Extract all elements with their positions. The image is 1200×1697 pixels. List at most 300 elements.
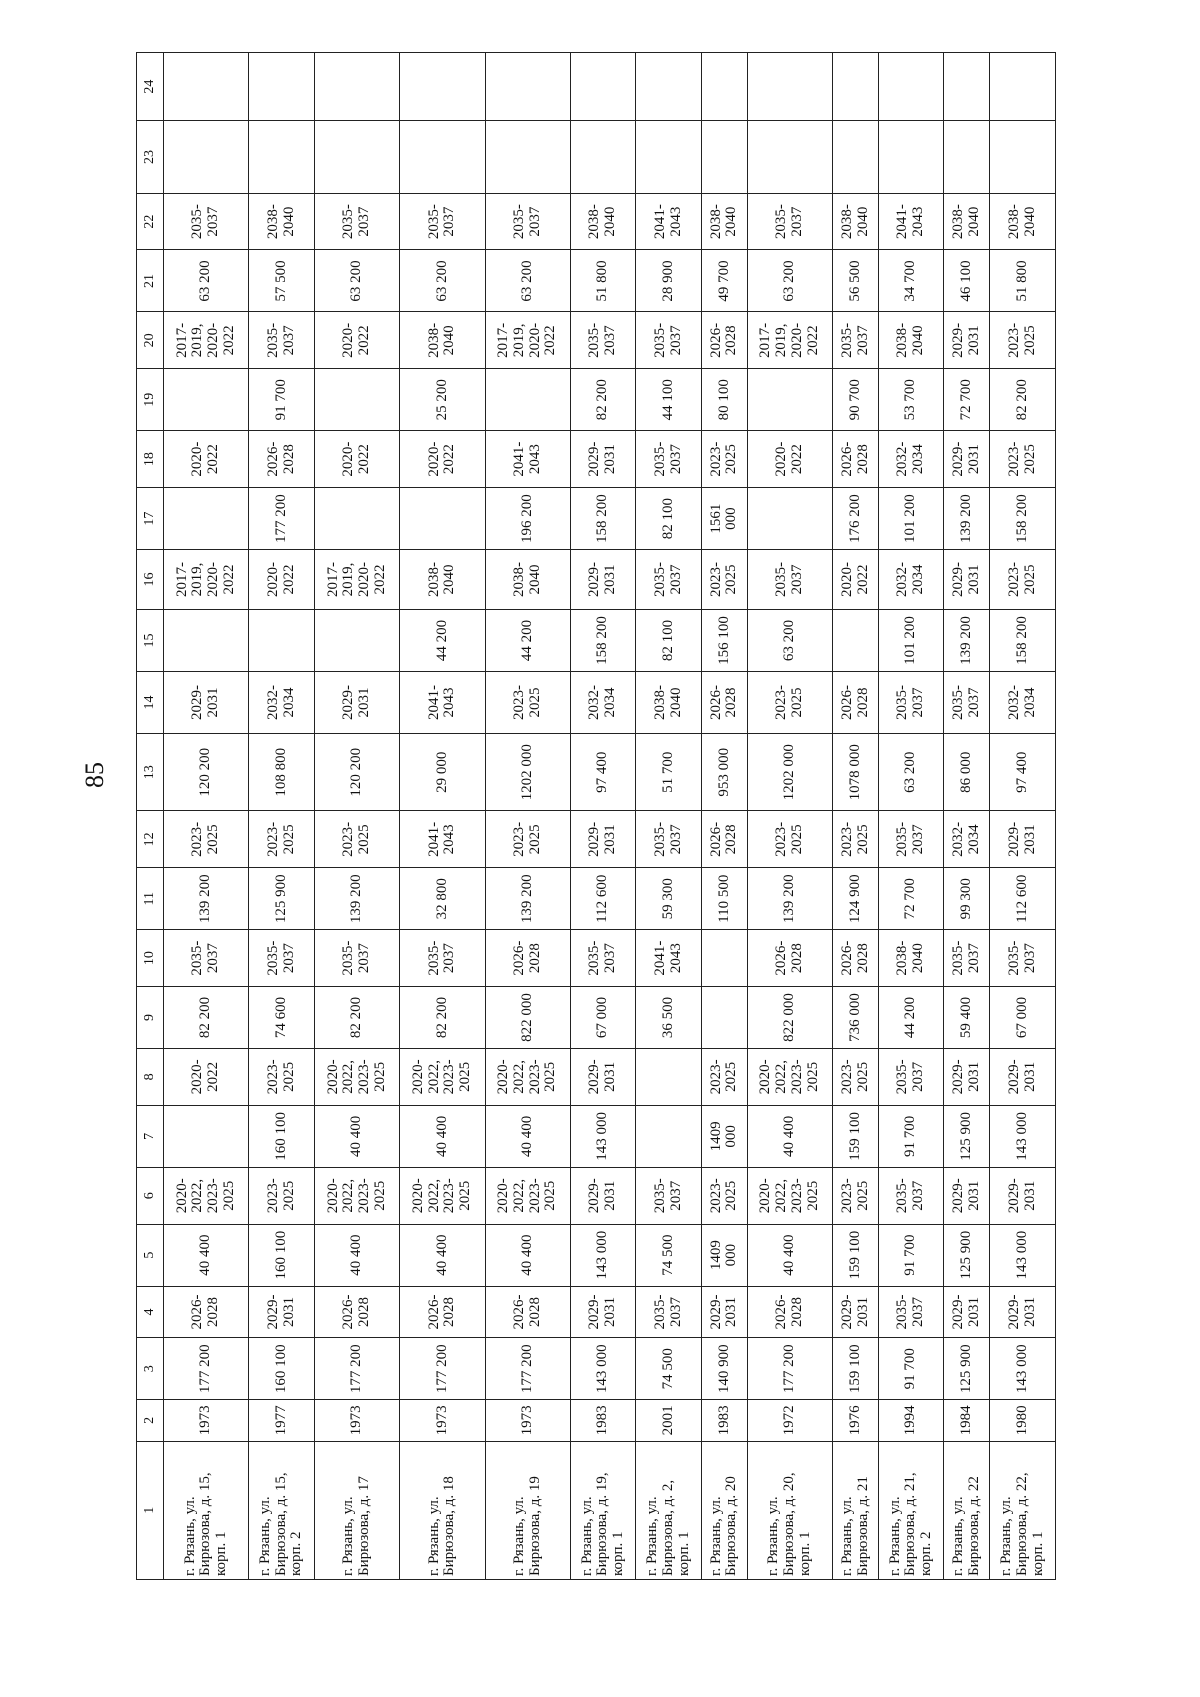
table-cell: 2035-2037 bbox=[944, 671, 990, 733]
address-cell: г. Рязань, ул. Бирюзова, д. 21 bbox=[833, 1441, 879, 1579]
table-cell: 2038-2040 bbox=[878, 312, 944, 369]
table-cell bbox=[636, 53, 702, 121]
table-cell: 736 000 bbox=[833, 987, 879, 1049]
table-cell: 2020-2022, 2023-2025 bbox=[164, 1167, 249, 1224]
table-cell: 1977 bbox=[249, 1400, 315, 1441]
table-cell: 2023-2025 bbox=[702, 550, 748, 610]
table-cell: 1973 bbox=[485, 1400, 570, 1441]
table-cell: 99 300 bbox=[944, 868, 990, 930]
table-cell: 1973 bbox=[400, 1400, 485, 1441]
table-cell: 139 200 bbox=[485, 868, 570, 930]
table-cell: 953 000 bbox=[702, 733, 748, 810]
column-number-23: 23 bbox=[137, 121, 164, 193]
table-row bbox=[747, 53, 832, 1580]
table-cell: 74 500 bbox=[636, 1338, 702, 1400]
table-row bbox=[833, 53, 879, 1580]
table-cell: 177 200 bbox=[400, 1338, 485, 1400]
table-cell: 63 200 bbox=[878, 733, 944, 810]
page-number: 85 bbox=[80, 762, 109, 788]
table-cell: 160 100 bbox=[249, 1105, 315, 1167]
table-cell: 2038-2040 bbox=[400, 550, 485, 610]
table-cell: 44 200 bbox=[485, 609, 570, 671]
table-cell: 139 200 bbox=[747, 868, 832, 930]
table-cell: 2020-2022, 2023-2025 bbox=[400, 1167, 485, 1224]
table-cell bbox=[990, 53, 1056, 121]
table-cell: 2023-2025 bbox=[833, 811, 879, 868]
table-cell bbox=[833, 121, 879, 193]
table-cell: 2023-2025 bbox=[747, 811, 832, 868]
table-cell: 2038-2040 bbox=[570, 193, 636, 250]
table-cell: 2035-2037 bbox=[878, 671, 944, 733]
table-cell: 140 900 bbox=[702, 1338, 748, 1400]
table-cell: 158 200 bbox=[990, 488, 1056, 550]
table-cell: 2032-2034 bbox=[570, 671, 636, 733]
column-number-18: 18 bbox=[137, 431, 164, 488]
column-number-24: 24 bbox=[137, 53, 164, 121]
table-cell: 124 900 bbox=[833, 868, 879, 930]
table-cell bbox=[833, 53, 879, 121]
table-cell: 56 500 bbox=[833, 250, 879, 312]
table-cell: 2035-2037 bbox=[164, 930, 249, 987]
address-cell: г. Рязань, ул. Бирюзова, д. 21, корп. 2 bbox=[878, 1441, 944, 1579]
table-row bbox=[944, 53, 990, 1580]
column-number-8: 8 bbox=[137, 1049, 164, 1106]
table-cell: 143 000 bbox=[990, 1338, 1056, 1400]
table-cell: 80 100 bbox=[702, 369, 748, 431]
table-cell: 160 100 bbox=[249, 1338, 315, 1400]
table-cell: 36 500 bbox=[636, 987, 702, 1049]
column-number-13: 13 bbox=[137, 733, 164, 810]
table-cell: 2035-2037 bbox=[400, 930, 485, 987]
table-cell bbox=[878, 53, 944, 121]
table-cell: 2020-2022 bbox=[833, 550, 879, 610]
table-cell: 90 700 bbox=[833, 369, 879, 431]
table-cell: 2023-2025 bbox=[990, 550, 1056, 610]
table-cell: 2029-2031 bbox=[944, 1167, 990, 1224]
table-cell: 91 700 bbox=[878, 1105, 944, 1167]
table-cell: 2032-2034 bbox=[878, 431, 944, 488]
table-cell: 2035-2037 bbox=[636, 550, 702, 610]
address-cell: г. Рязань, ул. Бирюзова, д. 22, корп. 1 bbox=[990, 1441, 1056, 1579]
column-number-11: 11 bbox=[137, 868, 164, 930]
table-cell: 2029-2031 bbox=[314, 671, 399, 733]
table-cell: 2023-2025 bbox=[990, 431, 1056, 488]
table-row bbox=[485, 53, 570, 1580]
table-cell bbox=[570, 53, 636, 121]
table-cell bbox=[570, 121, 636, 193]
table-cell: 139 200 bbox=[314, 868, 399, 930]
table-cell: 2032-2034 bbox=[990, 671, 1056, 733]
table-cell: 143 000 bbox=[990, 1224, 1056, 1286]
table-cell: 44 200 bbox=[878, 987, 944, 1049]
table-cell: 2029-2031 bbox=[833, 1286, 879, 1338]
table-cell: 2029-2031 bbox=[944, 1049, 990, 1106]
table-cell bbox=[944, 53, 990, 121]
table-cell: 2041-2043 bbox=[400, 671, 485, 733]
table-cell: 2020-2022, 2023-2025 bbox=[485, 1167, 570, 1224]
table-row bbox=[314, 53, 399, 1580]
table-row bbox=[702, 53, 748, 1580]
table-row bbox=[990, 53, 1056, 1580]
table-cell: 1980 bbox=[990, 1400, 1056, 1441]
table-cell: 40 400 bbox=[314, 1224, 399, 1286]
table-cell: 2023-2025 bbox=[249, 1049, 315, 1106]
table-cell: 2017-2019, 2020-2022 bbox=[485, 312, 570, 369]
table-cell bbox=[878, 121, 944, 193]
table-cell bbox=[636, 1105, 702, 1167]
table-cell: 2029-2031 bbox=[570, 1286, 636, 1338]
table-cell: 2020-2022, 2023-2025 bbox=[314, 1167, 399, 1224]
table-cell: 2017-2019, 2020-2022 bbox=[164, 550, 249, 610]
table-cell: 2001 bbox=[636, 1400, 702, 1441]
column-number-3: 3 bbox=[137, 1338, 164, 1400]
address-cell: г. Рязань, ул. Бирюзова, д. 17 bbox=[314, 1441, 399, 1579]
table-cell: 82 200 bbox=[570, 369, 636, 431]
table-cell: 2023-2025 bbox=[702, 1049, 748, 1106]
table-cell bbox=[400, 53, 485, 121]
table-cell bbox=[314, 488, 399, 550]
table-cell: 156 100 bbox=[702, 609, 748, 671]
table-cell: 34 700 bbox=[878, 250, 944, 312]
table-cell: 159 100 bbox=[833, 1338, 879, 1400]
table-cell bbox=[164, 1105, 249, 1167]
table-cell: 25 200 bbox=[400, 369, 485, 431]
table-cell: 2029-2031 bbox=[944, 431, 990, 488]
table-cell: 2020-2022, 2023-2025 bbox=[314, 1049, 399, 1106]
table-cell: 91 700 bbox=[249, 369, 315, 431]
table-cell: 72 700 bbox=[878, 868, 944, 930]
table-cell bbox=[249, 53, 315, 121]
table-cell bbox=[833, 609, 879, 671]
table-cell: 2029-2031 bbox=[944, 550, 990, 610]
table-cell: 158 200 bbox=[990, 609, 1056, 671]
table-cell: 2020-2022 bbox=[314, 312, 399, 369]
table-cell: 2017-2019, 2020-2022 bbox=[747, 312, 832, 369]
table-cell: 2023-2025 bbox=[702, 431, 748, 488]
table-cell: 91 700 bbox=[878, 1338, 944, 1400]
column-number-16: 16 bbox=[137, 550, 164, 610]
table-cell bbox=[485, 121, 570, 193]
table-cell: 91 700 bbox=[878, 1224, 944, 1286]
table-cell: 32 800 bbox=[400, 868, 485, 930]
table-cell bbox=[314, 53, 399, 121]
table-cell: 2029-2031 bbox=[570, 431, 636, 488]
table-cell: 143 000 bbox=[570, 1338, 636, 1400]
column-number-5: 5 bbox=[137, 1224, 164, 1286]
column-number-17: 17 bbox=[137, 488, 164, 550]
column-number-21: 21 bbox=[137, 250, 164, 312]
table-cell: 2035-2037 bbox=[636, 312, 702, 369]
table-cell: 1078 000 bbox=[833, 733, 879, 810]
address-cell: г. Рязань, ул. Бирюзова, д. 20 bbox=[702, 1441, 748, 1579]
table-cell: 125 900 bbox=[944, 1224, 990, 1286]
table-cell bbox=[164, 53, 249, 121]
table-cell bbox=[314, 121, 399, 193]
table-cell: 2029-2031 bbox=[944, 1286, 990, 1338]
table-cell bbox=[164, 609, 249, 671]
table-cell: 2020-2022, 2023-2025 bbox=[485, 1049, 570, 1106]
table-cell: 2023-2025 bbox=[702, 1167, 748, 1224]
table-cell: 63 200 bbox=[164, 250, 249, 312]
table-cell: 63 200 bbox=[314, 250, 399, 312]
table-cell: 28 900 bbox=[636, 250, 702, 312]
table-cell: 143 000 bbox=[570, 1105, 636, 1167]
table-cell: 97 400 bbox=[990, 733, 1056, 810]
table-cell bbox=[990, 121, 1056, 193]
table-cell: 143 000 bbox=[990, 1105, 1056, 1167]
column-number-15: 15 bbox=[137, 609, 164, 671]
table-cell: 2035-2037 bbox=[878, 1167, 944, 1224]
table-cell: 101 200 bbox=[878, 488, 944, 550]
column-number-22: 22 bbox=[137, 193, 164, 250]
column-number-4: 4 bbox=[137, 1286, 164, 1338]
table-cell: 2020-2022 bbox=[400, 431, 485, 488]
table-cell: 74 500 bbox=[636, 1224, 702, 1286]
table-cell: 2026-2028 bbox=[833, 671, 879, 733]
table-cell: 120 200 bbox=[164, 733, 249, 810]
table-cell: 63 200 bbox=[747, 609, 832, 671]
address-cell: г. Рязань, ул. Бирюзова, д. 19 bbox=[485, 1441, 570, 1579]
table-cell: 57 500 bbox=[249, 250, 315, 312]
table-cell: 2017-2019, 2020-2022 bbox=[164, 312, 249, 369]
table-cell: 67 000 bbox=[570, 987, 636, 1049]
column-number-6: 6 bbox=[137, 1167, 164, 1224]
table-row bbox=[878, 53, 944, 1580]
table-cell: 44 100 bbox=[636, 369, 702, 431]
table-cell: 59 300 bbox=[636, 868, 702, 930]
table-cell: 2035-2037 bbox=[747, 550, 832, 610]
table-cell: 2026-2028 bbox=[833, 930, 879, 987]
table-cell: 2026-2028 bbox=[702, 811, 748, 868]
table-cell: 158 200 bbox=[570, 488, 636, 550]
table-cell: 2017-2019, 2020-2022 bbox=[314, 550, 399, 610]
table-cell: 2041-2043 bbox=[878, 193, 944, 250]
table-cell: 49 700 bbox=[702, 250, 748, 312]
table-cell: 1984 bbox=[944, 1400, 990, 1441]
table-row bbox=[636, 53, 702, 1580]
table-cell: 2023-2025 bbox=[833, 1167, 879, 1224]
column-number-2: 2 bbox=[137, 1400, 164, 1441]
table-cell: 63 200 bbox=[400, 250, 485, 312]
table-cell: 2026-2028 bbox=[702, 312, 748, 369]
table-cell: 2038-2040 bbox=[833, 193, 879, 250]
column-number-14: 14 bbox=[137, 671, 164, 733]
table-cell: 40 400 bbox=[747, 1105, 832, 1167]
table-cell: 86 000 bbox=[944, 733, 990, 810]
table-cell bbox=[485, 369, 570, 431]
table-cell: 2029-2031 bbox=[570, 1167, 636, 1224]
table-cell: 2023-2025 bbox=[990, 312, 1056, 369]
table-cell: 40 400 bbox=[314, 1105, 399, 1167]
table-cell: 2026-2028 bbox=[249, 431, 315, 488]
table-cell: 2023-2025 bbox=[833, 1049, 879, 1106]
table-cell: 82 200 bbox=[990, 369, 1056, 431]
table-cell: 53 700 bbox=[878, 369, 944, 431]
table-cell bbox=[636, 121, 702, 193]
table-cell: 2020-2022, 2023-2025 bbox=[400, 1049, 485, 1106]
table-cell: 177 200 bbox=[314, 1338, 399, 1400]
table-cell: 82 200 bbox=[314, 987, 399, 1049]
table-cell: 51 800 bbox=[990, 250, 1056, 312]
table-cell: 159 100 bbox=[833, 1224, 879, 1286]
table-cell: 2038-2040 bbox=[636, 671, 702, 733]
address-cell: г. Рязань, ул. Бирюзова, д. 20, корп. 1 bbox=[747, 1441, 832, 1579]
table-cell: 112 600 bbox=[990, 868, 1056, 930]
table-cell: 2023-2025 bbox=[249, 1167, 315, 1224]
table-cell bbox=[747, 121, 832, 193]
table-cell: 2035-2037 bbox=[485, 193, 570, 250]
table-cell: 2035-2037 bbox=[314, 930, 399, 987]
table-cell: 2029-2031 bbox=[702, 1286, 748, 1338]
table-cell: 2029-2031 bbox=[570, 811, 636, 868]
table-row bbox=[164, 53, 249, 1580]
table-cell bbox=[944, 121, 990, 193]
address-cell: г. Рязань, ул. Бирюзова, д. 2, корп. 1 bbox=[636, 1441, 702, 1579]
table-cell bbox=[314, 369, 399, 431]
table-cell: 112 600 bbox=[570, 868, 636, 930]
table-cell: 2041-2043 bbox=[400, 811, 485, 868]
table-cell: 1983 bbox=[570, 1400, 636, 1441]
table-cell: 1561 000 bbox=[702, 488, 748, 550]
table-cell bbox=[400, 488, 485, 550]
table-cell: 46 100 bbox=[944, 250, 990, 312]
table-cell: 2023-2025 bbox=[164, 811, 249, 868]
table-cell: 2035-2037 bbox=[990, 930, 1056, 987]
table-cell: 177 200 bbox=[747, 1338, 832, 1400]
table-cell bbox=[164, 488, 249, 550]
table-cell: 1202 000 bbox=[485, 733, 570, 810]
table-cell: 1983 bbox=[702, 1400, 748, 1441]
table-cell: 2020-2022, 2023-2025 bbox=[747, 1049, 832, 1106]
table-cell: 63 200 bbox=[485, 250, 570, 312]
table-cell: 2020-2022, 2023-2025 bbox=[747, 1167, 832, 1224]
table-cell: 2041-2043 bbox=[485, 431, 570, 488]
table-cell: 2035-2037 bbox=[636, 811, 702, 868]
table-cell: 158 200 bbox=[570, 609, 636, 671]
table-cell bbox=[747, 488, 832, 550]
table-cell: 2020-2022 bbox=[164, 1049, 249, 1106]
table-cell: 2020-2022 bbox=[164, 431, 249, 488]
table-cell: 67 000 bbox=[990, 987, 1056, 1049]
table-cell bbox=[636, 1049, 702, 1106]
table-cell: 2026-2028 bbox=[485, 930, 570, 987]
table-cell bbox=[164, 121, 249, 193]
table-cell bbox=[485, 53, 570, 121]
table-cell: 1202 000 bbox=[747, 733, 832, 810]
address-cell: г. Рязань, ул. Бирюзова, д. 18 bbox=[400, 1441, 485, 1579]
table-cell: 2038-2040 bbox=[990, 193, 1056, 250]
table-cell: 2035-2037 bbox=[878, 1286, 944, 1338]
column-number-10: 10 bbox=[137, 930, 164, 987]
table-cell bbox=[702, 987, 748, 1049]
table-cell: 822 000 bbox=[747, 987, 832, 1049]
column-number-20: 20 bbox=[137, 312, 164, 369]
address-cell: г. Рязань, ул. Бирюзова, д. 22 bbox=[944, 1441, 990, 1579]
table-cell: 2032-2034 bbox=[944, 811, 990, 868]
table-cell: 2026-2028 bbox=[485, 1286, 570, 1338]
table-cell: 139 200 bbox=[944, 609, 990, 671]
table-cell: 2035-2037 bbox=[636, 1286, 702, 1338]
column-number-12: 12 bbox=[137, 811, 164, 868]
table-cell: 82 200 bbox=[400, 987, 485, 1049]
table-cell bbox=[747, 369, 832, 431]
table-cell: 1976 bbox=[833, 1400, 879, 1441]
table-cell: 1973 bbox=[164, 1400, 249, 1441]
table-cell: 108 800 bbox=[249, 733, 315, 810]
table-cell: 40 400 bbox=[747, 1224, 832, 1286]
table-cell: 40 400 bbox=[164, 1224, 249, 1286]
table-cell: 2035-2037 bbox=[314, 193, 399, 250]
table-cell: 51 800 bbox=[570, 250, 636, 312]
table-cell: 44 200 bbox=[400, 609, 485, 671]
table-cell: 40 400 bbox=[485, 1105, 570, 1167]
table-cell: 2020-2022 bbox=[747, 431, 832, 488]
table-cell: 2020-2022 bbox=[249, 550, 315, 610]
table-cell: 2038-2040 bbox=[485, 550, 570, 610]
table-cell: 2035-2037 bbox=[249, 312, 315, 369]
column-number-9: 9 bbox=[137, 987, 164, 1049]
table-cell: 2029-2031 bbox=[164, 671, 249, 733]
table-cell: 2026-2028 bbox=[747, 930, 832, 987]
table-cell: 2038-2040 bbox=[249, 193, 315, 250]
table-cell: 2041-2043 bbox=[636, 930, 702, 987]
table-cell: 2035-2037 bbox=[833, 312, 879, 369]
table-cell: 2029-2031 bbox=[990, 1167, 1056, 1224]
table-row bbox=[570, 53, 636, 1580]
table-container bbox=[136, 52, 1056, 1580]
table-cell: 40 400 bbox=[400, 1224, 485, 1286]
table-cell: 2032-2034 bbox=[249, 671, 315, 733]
table-cell: 2026-2028 bbox=[833, 431, 879, 488]
table-cell: 2023-2025 bbox=[249, 811, 315, 868]
table-cell: 143 000 bbox=[570, 1224, 636, 1286]
repair-schedule-table bbox=[136, 52, 1056, 1580]
table-cell: 74 600 bbox=[249, 987, 315, 1049]
column-number-1: 1 bbox=[137, 1441, 164, 1579]
table-cell: 2038-2040 bbox=[944, 193, 990, 250]
table-cell: 2035-2037 bbox=[570, 312, 636, 369]
address-cell: г. Рязань, ул. Бирюзова, д. 15, корп. 1 bbox=[164, 1441, 249, 1579]
table-cell: 2035-2037 bbox=[164, 193, 249, 250]
table-cell: 2041-2043 bbox=[636, 193, 702, 250]
table-cell: 177 200 bbox=[164, 1338, 249, 1400]
table-cell: 2029-2031 bbox=[990, 1286, 1056, 1338]
table-cell: 125 900 bbox=[944, 1105, 990, 1167]
table-cell: 1409 000 bbox=[702, 1224, 748, 1286]
table-cell: 110 500 bbox=[702, 868, 748, 930]
table-cell: 1973 bbox=[314, 1400, 399, 1441]
table-cell: 2038-2040 bbox=[878, 930, 944, 987]
table-cell: 2035-2037 bbox=[636, 1167, 702, 1224]
table-cell: 2035-2037 bbox=[747, 193, 832, 250]
table-cell: 159 100 bbox=[833, 1105, 879, 1167]
table-cell bbox=[702, 930, 748, 987]
table-cell: 1994 bbox=[878, 1400, 944, 1441]
table-cell: 139 200 bbox=[164, 868, 249, 930]
table-cell: 2023-2025 bbox=[485, 671, 570, 733]
table-cell: 51 700 bbox=[636, 733, 702, 810]
table-cell: 2026-2028 bbox=[314, 1286, 399, 1338]
table-cell: 40 400 bbox=[400, 1105, 485, 1167]
table-cell: 2023-2025 bbox=[485, 811, 570, 868]
table-cell: 101 200 bbox=[878, 609, 944, 671]
table-cell: 196 200 bbox=[485, 488, 570, 550]
table-cell: 120 200 bbox=[314, 733, 399, 810]
table-cell: 82 100 bbox=[636, 609, 702, 671]
table-row bbox=[400, 53, 485, 1580]
column-number-19: 19 bbox=[137, 369, 164, 431]
table-cell bbox=[400, 121, 485, 193]
